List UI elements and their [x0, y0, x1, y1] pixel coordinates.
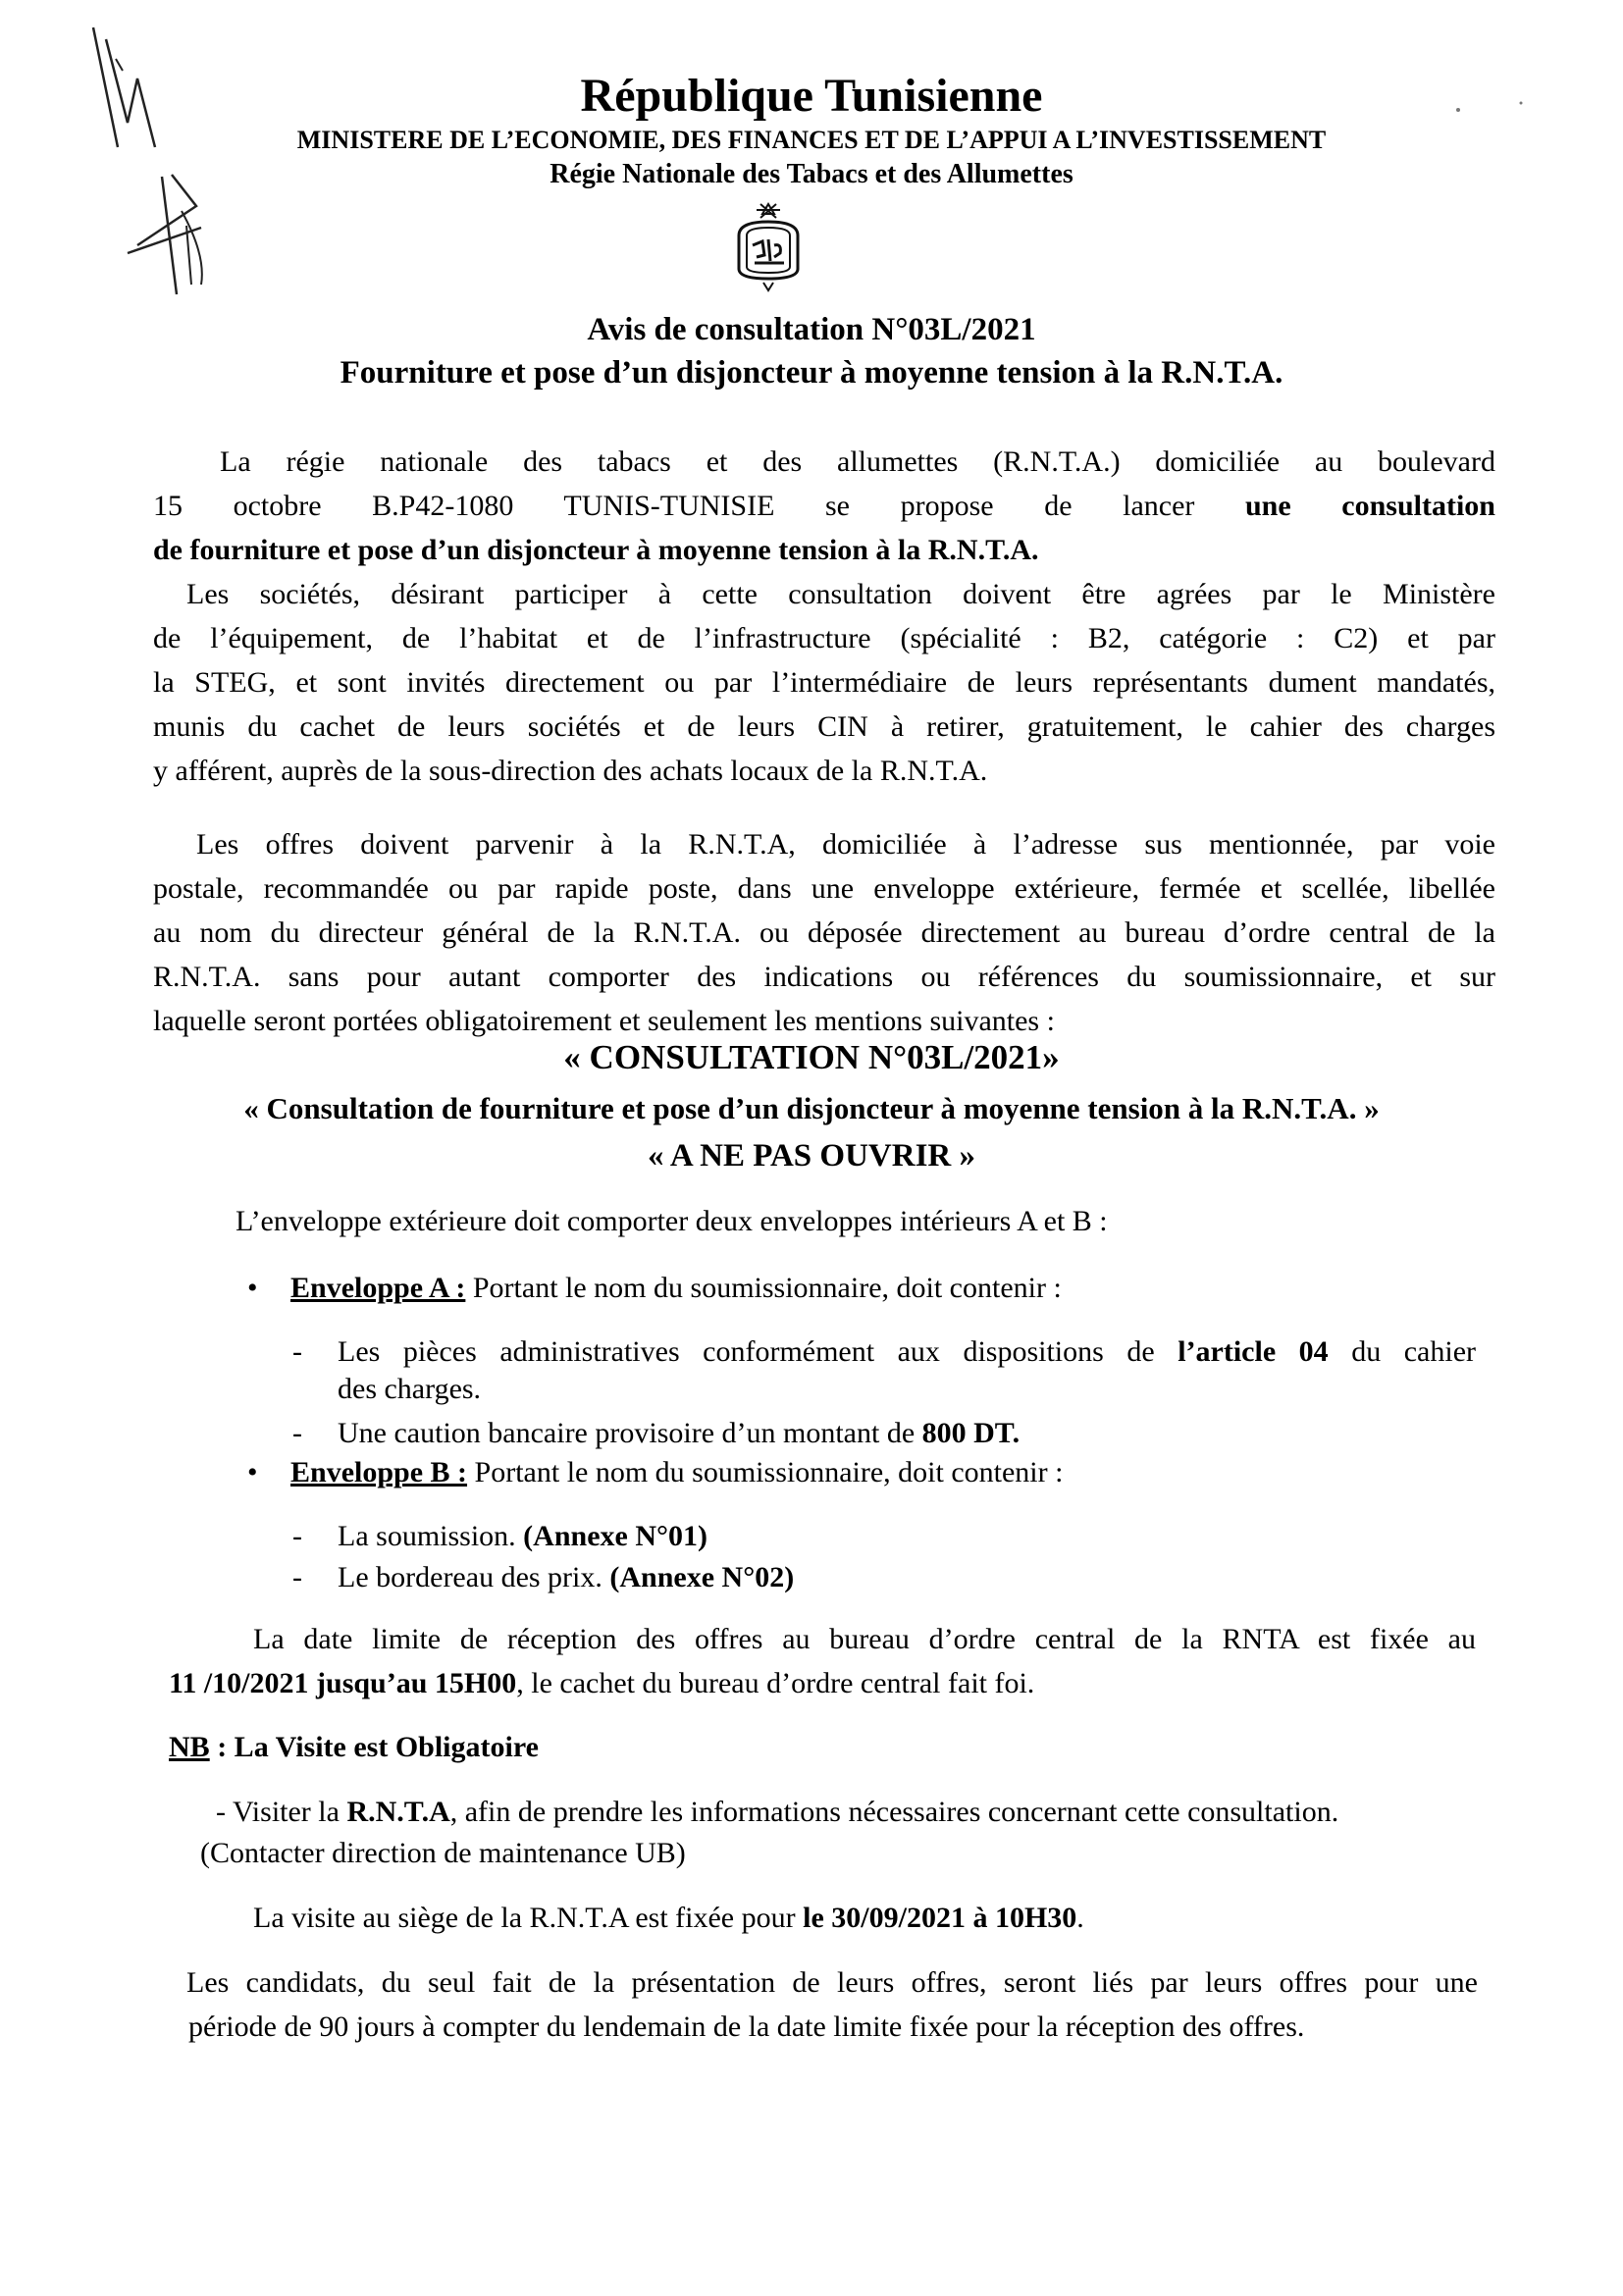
paragraph-3-line-3: au nom du directeur général de la R.N.T.A. ou déposée directement au bureau d’ordre central de la [153, 916, 1495, 949]
deadline-line-1: La date limite de réception des offres au bureau d’ordre central de la RNTA est fixée au [253, 1623, 1476, 1655]
paragraph-3-line-1: Les offres doivent parvenir à la R.N.T.A, domiciliée à l’adresse sus mentionnée, par voie [196, 828, 1495, 861]
visit-line-1 [216, 1790, 1511, 1834]
visit-date-text: . [1076, 1902, 1084, 1934]
item-bold: (Annexe N°02) [609, 1561, 795, 1593]
visit-text: - Visiter la [216, 1796, 347, 1828]
regie-name: Régie Nationale des Tabacs et des Allumettes [550, 159, 1073, 189]
paragraph-3-line-5: laquelle seront portées obligatoirement et seulement les mentions suivantes : [153, 1005, 1055, 1037]
bullet-icon: • [247, 1272, 258, 1304]
paragraph-1-line-2 [153, 484, 1495, 528]
nb-label: NB [169, 1731, 210, 1763]
paragraph-2-line-5: y afférent, auprès de la sous-direction des achats locaux de la R.N.T.A. [153, 755, 988, 787]
ministry-name: MINISTERE DE L’ECONOMIE, DES FINANCES ET DE L’APPUI A L’INVESTISSEMENT [296, 126, 1327, 154]
envelope-a-text: Portant le nom du soumissionnaire, doit contenir : [465, 1272, 1062, 1304]
p1-text: 15 octobre B.P42-1080 TUNIS-TUNISIE se propose de lancer [153, 490, 1195, 522]
rnta-seal-logo-icon [709, 196, 827, 294]
envelope-a-line [290, 1266, 1497, 1310]
item-text: du cahier [1328, 1335, 1476, 1368]
final-line-1: Les candidats, du seul fait de la présentation de leurs offres, seront liés par leurs offres pour une [186, 1966, 1478, 1999]
visit-date-text: La visite au siège de la R.N.T.A est fixée pour [253, 1902, 804, 1934]
deadline-date: 11 /10/2021 jusqu’au 15H00 [169, 1667, 517, 1699]
item-text: Une caution bancaire provisoire d’un montant de [338, 1417, 922, 1449]
envelope-b-item-1 [338, 1514, 1476, 1558]
paragraph-3-line-4: R.N.T.A. sans pour autant comporter des indications ou références du soumissionnaire, et sur [153, 961, 1495, 993]
notice-subject: Fourniture et pose d’un disjoncteur à moyenne tension à la R.N.T.A. [340, 355, 1283, 391]
paragraph-1-line-3: de fourniture et pose d’un disjoncteur à moyenne tension à la R.N.T.A. [153, 534, 1039, 566]
paragraph-2-line-3: la STEG, et sont invités directement ou par l’intermédiaire de leurs représentants dument mandatés, [153, 666, 1495, 699]
mention-consultation-number: « CONSULTATION N°03L/2021» [563, 1038, 1060, 1076]
dash-icon: - [292, 1417, 302, 1449]
item-text: La soumission. [338, 1520, 524, 1552]
visit-line-2: (Contacter direction de maintenance UB) [200, 1837, 686, 1869]
visit-date-line [253, 1896, 1490, 1940]
dash-icon: - [292, 1335, 302, 1368]
paragraph-1-line-1: La régie nationale des tabacs et des allumettes (R.N.T.A.) domiciliée au boulevard [220, 445, 1495, 478]
visit-text: , afin de prendre les informations nécessaires concernant cette consultation. [449, 1796, 1339, 1828]
paragraph-2-line-1: Les sociétés, désirant participer à cette consultation doivent être agrées par le Ministère [186, 578, 1495, 610]
deadline-line-2 [169, 1661, 1484, 1705]
envelope-b-label: Enveloppe B : [290, 1456, 468, 1488]
item-bold: (Annexe N°01) [523, 1520, 707, 1552]
envelope-a-label: Enveloppe A : [290, 1272, 466, 1304]
visit-bold: R.N.T.A [346, 1796, 450, 1828]
item-text: Le bordereau des prix. [338, 1561, 610, 1593]
envelope-b-item-2 [338, 1555, 1476, 1599]
bullet-icon: • [247, 1456, 258, 1488]
item-bold: l’article 04 [1178, 1335, 1329, 1368]
envelope-b-text: Portant le nom du soumissionnaire, doit contenir : [467, 1456, 1064, 1488]
visit-date-bold: le 30/09/2021 à 10H30 [803, 1902, 1077, 1934]
paragraph-2-line-4: munis du cachet de leurs sociétés et de leurs CIN à retirer, gratuitement, le cahier des charges [153, 710, 1495, 743]
nb-line [169, 1725, 1484, 1769]
paragraph-2-line-2: de l’équipement, de l’habitat et de l’infrastructure (spécialité : B2, catégorie : C2) et par [153, 622, 1495, 654]
envelope-intro: L’enveloppe extérieure doit comporter deux enveloppes intérieurs A et B : [236, 1205, 1108, 1237]
mention-consultation-subject: « Consultation de fourniture et pose d’un disjoncteur à moyenne tension à la R.N.T.A. » [243, 1091, 1380, 1125]
notice-number: Avis de consultation N°03L/2021 [587, 312, 1036, 347]
item-bold: 800 DT. [921, 1417, 1021, 1449]
paragraph-3-line-2: postale, recommandée ou par rapide poste, dans une enveloppe extérieure, fermée et scellée, libellée [153, 872, 1495, 905]
dash-icon: - [292, 1520, 302, 1552]
envelope-b-line [290, 1450, 1497, 1494]
item-text: Les pièces administratives conformément aux dispositions de [338, 1335, 1178, 1368]
envelope-a-item-1-cont: des charges. [338, 1373, 482, 1405]
p1-bold: une consultation [1245, 490, 1495, 522]
envelope-a-item-2 [338, 1411, 1476, 1455]
country-title: République Tunisienne [580, 70, 1043, 122]
dash-icon: - [292, 1561, 302, 1593]
deadline-text: , le cachet du bureau d’ordre central fait foi. [516, 1667, 1035, 1699]
nb-text: : La Visite est Obligatoire [209, 1731, 539, 1763]
final-line-2: période de 90 jours à compter du lendemain de la date limite fixée pour la réception des offres. [188, 2010, 1305, 2043]
mention-do-not-open: « A NE PAS OUVRIR » [647, 1138, 975, 1174]
